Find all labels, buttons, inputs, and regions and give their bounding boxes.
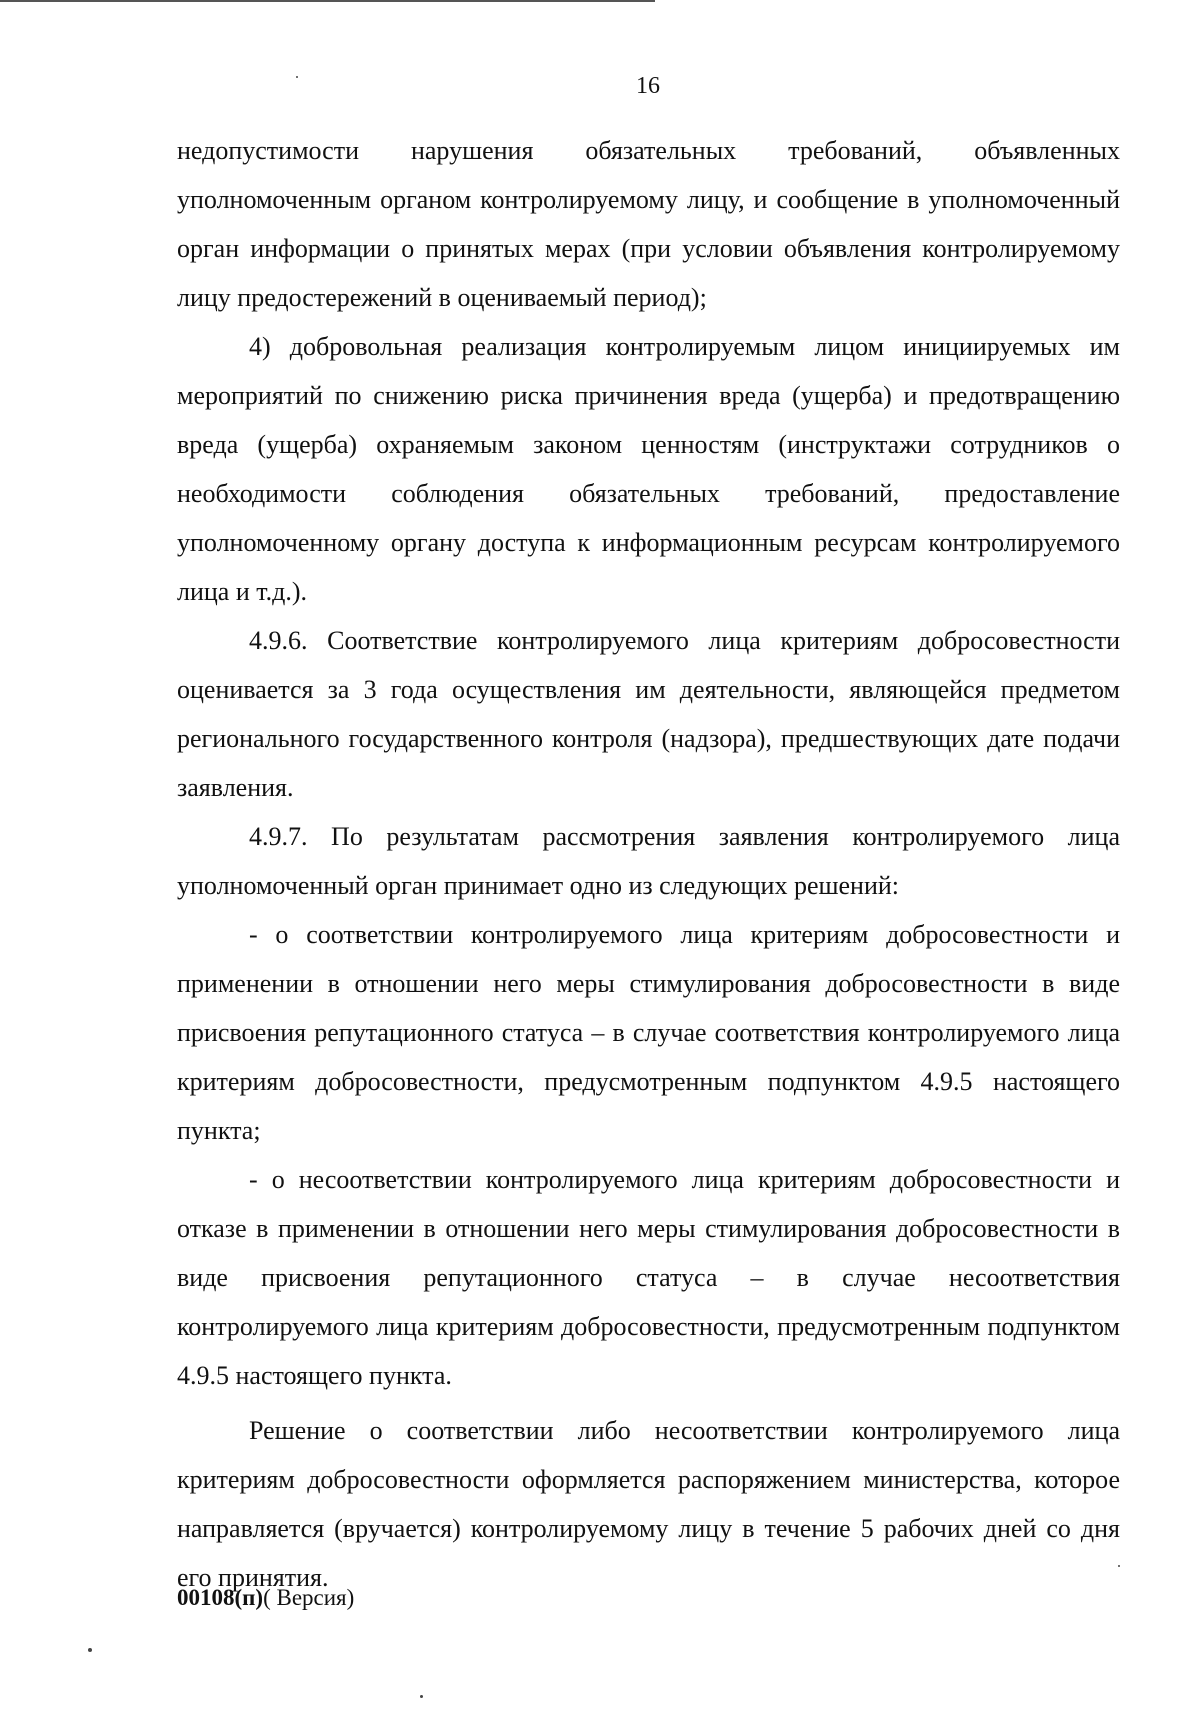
paragraph-decision-noncompliance: - о несоответствии контролируемого лица критериям добросовестности и отказе в применении в отношении него меры стимулирования добросовестности в виде присвоения репутационного статуса – в случае несоответствия контролируемого лица критериям добросовестности, предусмотренным подпунктом 4.9.5 настоящего пункта. — [177, 1165, 1120, 1390]
paragraph-4-9-7: 4.9.7. По результатам рассмотрения заявления контролируемого лица уполномоченный орган принимает одно из следующих решений: — [177, 822, 1120, 900]
document-code: 00108(п) — [177, 1585, 264, 1610]
paragraph-decision-formalization: Решение о соответствии либо несоответствии контролируемого лица критериям добросовестности оформляется распоряжением министерства, которое направляется (вручается) контролируемому лицу в течение 5 рабочих дней со дня его принятия. — [177, 1416, 1120, 1592]
paragraph-item-4: 4) добровольная реализация контролируемым лицом инициируемых им мероприятий по снижению риска причинения вреда (ущерба) и предотвращению вреда (ущерба) охраняемым законом ценностям (инструктажи сотрудников о необходимости соблюдения обязательных требований, предоставление уполномоченному органу доступа к информационным ресурсам контролируемого лица и т.д.). — [177, 332, 1120, 606]
scan-speck — [1118, 1565, 1120, 1567]
paragraph-4-9-6: 4.9.6. Соответствие контролируемого лица критериям добросовестности оценивается за 3 года осуществления им деятельности, являющейся предметом регионального государственного контроля (надзора), предшествующих дате подачи заявления. — [177, 626, 1120, 802]
scan-edge-line — [0, 0, 655, 2]
document-version: ( Версия) — [263, 1585, 355, 1610]
paragraph-continuation: недопустимости нарушения обязательных требований, объявленных уполномоченным органом контролируемому лицу, и сообщение в уполномоченный орган информации о принятых мерах (при условии объявления контролируемому лицу предостережений в оцениваемый период); — [177, 136, 1120, 312]
document-body — [177, 126, 1120, 1602]
page-number: 16 — [636, 73, 660, 99]
scan-speck — [296, 76, 298, 78]
document-footer — [177, 1585, 354, 1611]
scan-speck — [88, 1648, 92, 1652]
paragraph-decision-compliance: - о соответствии контролируемого лица критериям добросовестности и применении в отношении него меры стимулирования добросовестности в виде присвоения репутационного статуса – в случае соответствия контролируемого лица критериям добросовестности, предусмотренным подпунктом 4.9.5 настоящего пункта; — [177, 920, 1120, 1145]
scan-speck — [420, 1695, 423, 1698]
